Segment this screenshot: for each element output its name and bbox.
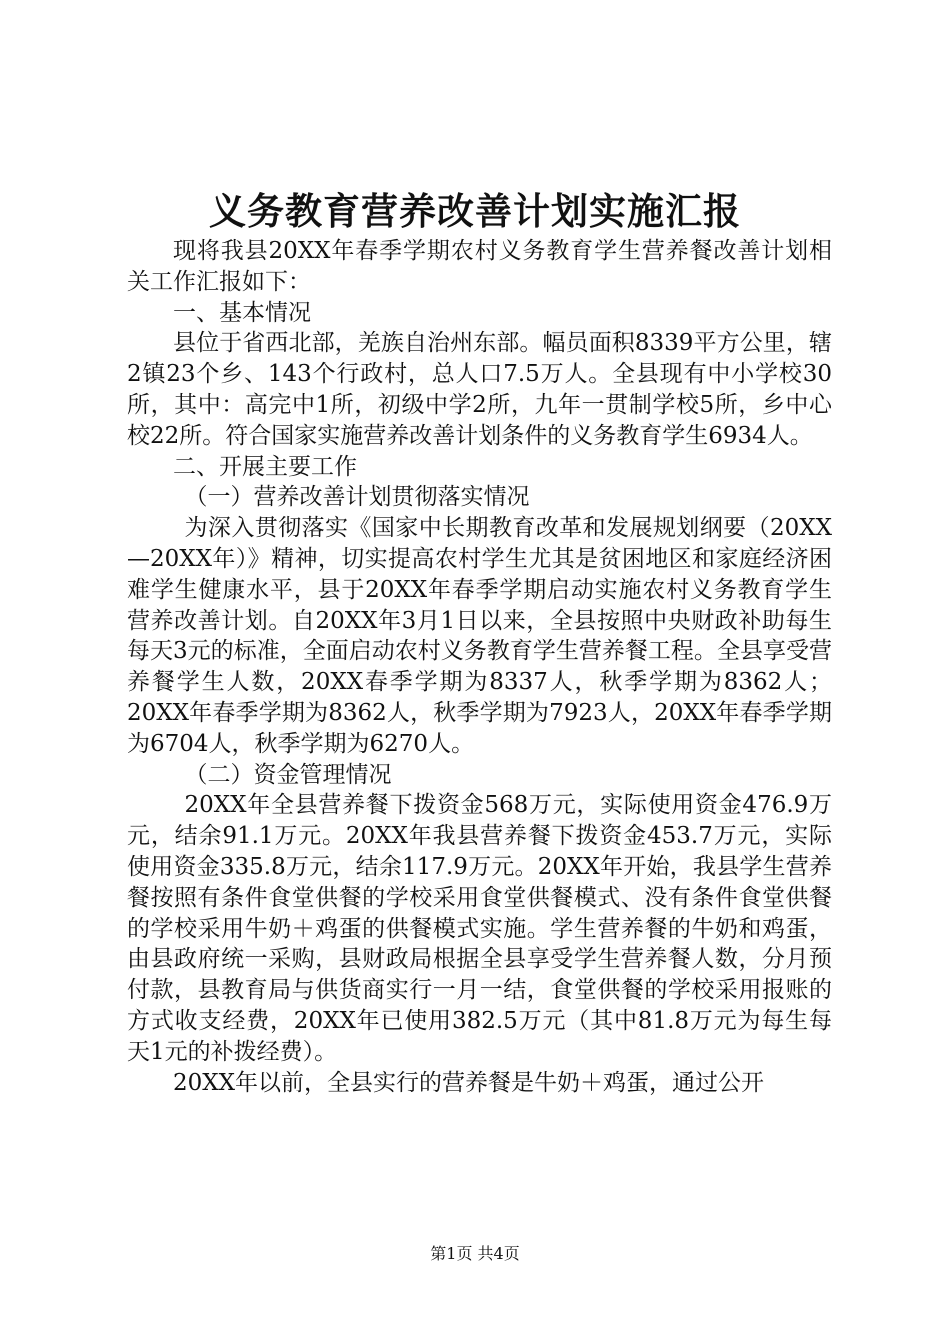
subsection-heading-implementation: （一）营养改善计划贯彻落实情况 [184, 484, 530, 511]
section-heading-work: 二、开展主要工作 [173, 453, 357, 480]
document-title: 义务教育营养改善计划实施汇报 [209, 189, 741, 233]
implementation-paragraph: 为深入贯彻落实《国家中长期教育改革和发展规划纲要（20XX—20XX年）》精神，切实提高农村学生尤其是贫困地区和家庭经济困难学生健康水平，县于20XX年春季学期启动实施农村义务教育学生营养改善计划。自20XX年3月1日以来，全县按照中央财政补助每生每天3元的标准，全面启动农村义务教育学生营养餐工程。全县享受营养餐学生人数，20XX春季学期为8337人，秋季学期为8362人；20XX年春季学期为8362人，秋季学期为7923人，20XX年春季学期为6704人，秋季学期为6270人。 [127, 515, 832, 757]
funds-paragraph: 20XX年全县营养餐下拨资金568万元，实际使用资金476.9万元，结余91.1万元。20XX年我县营养餐下拨资金453.7万元，实际使用资金335.8万元，结余117.9万元。20XX年开始，我县学生营养餐按照有条件食堂供餐的学校采用食堂供餐模式、没有条件食堂供餐的学校采用牛奶＋鸡蛋的供餐模式实施。学生营养餐的牛奶和鸡蛋，由县政府统一采购，县财政局根据全县享受学生营养餐人数，分月预付款，县教育局与供货商实行一月一结，食堂供餐的学校采用报账的方式收支经费，20XX年已使用382.5万元（其中81.8万元为每生每天1元的补拨经费）。 [127, 792, 832, 1065]
history-paragraph: 20XX年以前，全县实行的营养餐是牛奶＋鸡蛋，通过公开 [173, 1069, 765, 1096]
subsection-heading-funds: （二）资金管理情况 [184, 761, 392, 788]
section-heading-basic: 一、基本情况 [173, 299, 311, 326]
document-body [127, 236, 832, 1098]
basic-info-paragraph: 县位于省西北部，羌族自治州东部。幅员面积8339平方公里，辖2镇23个乡、143个行政村，总人口7.5万人。全县现有中小学校30所，其中：高完中1所，初级中学2所，九年一贯制学校5所，乡中心校22所。符合国家实施营养改善计划条件的义务教育学生6934人。 [127, 330, 832, 449]
page-footer: 第1页 共4页 [430, 1244, 520, 1263]
intro-paragraph: 现将我县20XX年春季学期农村义务教育学生营养餐改善计划相关工作汇报如下： [127, 238, 832, 295]
